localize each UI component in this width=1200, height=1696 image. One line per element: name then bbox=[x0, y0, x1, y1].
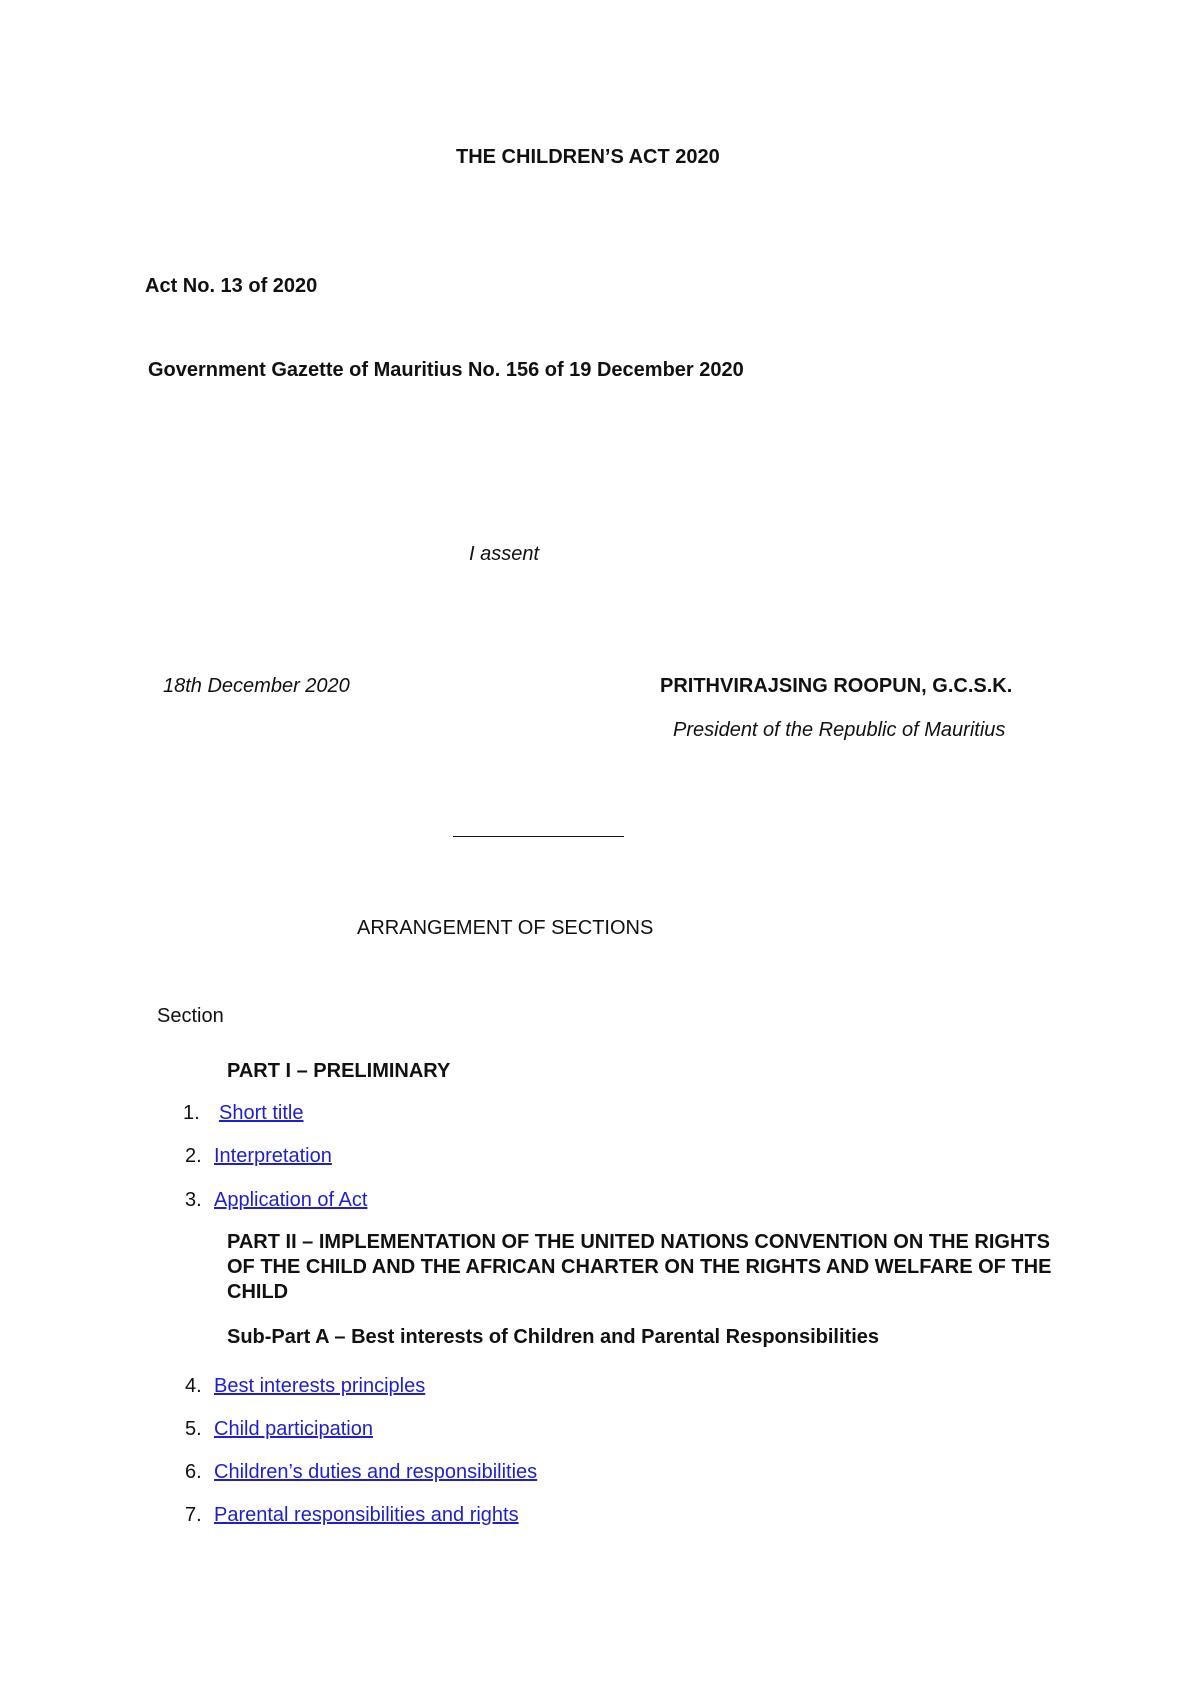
toc-link-child-participation[interactable]: Child participation bbox=[214, 1418, 373, 1440]
part-2-heading: PART II – IMPLEMENTATION OF THE UNITED NATIONS CONVENTION ON THE RIGHTS OF THE CHILD AND THE AFRICAN CHARTER ON THE RIGHTS AND WELFARE OF THE CHILD bbox=[227, 1231, 1052, 1303]
toc-link-interpretation[interactable]: Interpretation bbox=[214, 1145, 332, 1167]
toc-number: 7. bbox=[185, 1504, 202, 1526]
assent-date: 18th December 2020 bbox=[163, 675, 350, 697]
toc-link-best-interests-principles[interactable]: Best interests principles bbox=[214, 1375, 426, 1397]
toc-number: 4. bbox=[185, 1375, 202, 1397]
assent-text: I assent bbox=[469, 543, 540, 565]
section-divider bbox=[453, 836, 624, 837]
toc-number: 1. bbox=[183, 1102, 200, 1124]
toc-number: 2. bbox=[185, 1145, 202, 1167]
toc-link-application-of-act[interactable]: Application of Act bbox=[214, 1189, 368, 1211]
president-title: President of the Republic of Mauritius bbox=[673, 719, 1006, 741]
section-column-label: Section bbox=[157, 1005, 224, 1027]
toc-link-parental-responsibilities[interactable]: Parental responsibilities and rights bbox=[214, 1504, 519, 1526]
act-number: Act No. 13 of 2020 bbox=[145, 275, 318, 297]
toc-number: 3. bbox=[185, 1189, 202, 1211]
toc-number: 6. bbox=[185, 1461, 202, 1483]
toc-number: 5. bbox=[185, 1418, 202, 1440]
arrangement-heading: ARRANGEMENT OF SECTIONS bbox=[357, 917, 654, 939]
toc-link-childrens-duties[interactable]: Children’s duties and responsibilities bbox=[214, 1461, 538, 1483]
act-title: THE CHILDREN’S ACT 2020 bbox=[456, 146, 720, 168]
gazette-reference: Government Gazette of Mauritius No. 156 of 19 December 2020 bbox=[148, 359, 744, 381]
toc-link-short-title[interactable]: Short title bbox=[219, 1102, 304, 1124]
subpart-a-heading: Sub-Part A – Best interests of Children and Parental Responsibilities bbox=[227, 1326, 879, 1348]
president-name: PRITHVIRAJSING ROOPUN, G.C.S.K. bbox=[660, 675, 1013, 697]
part-1-heading: PART I – PRELIMINARY bbox=[227, 1060, 451, 1082]
